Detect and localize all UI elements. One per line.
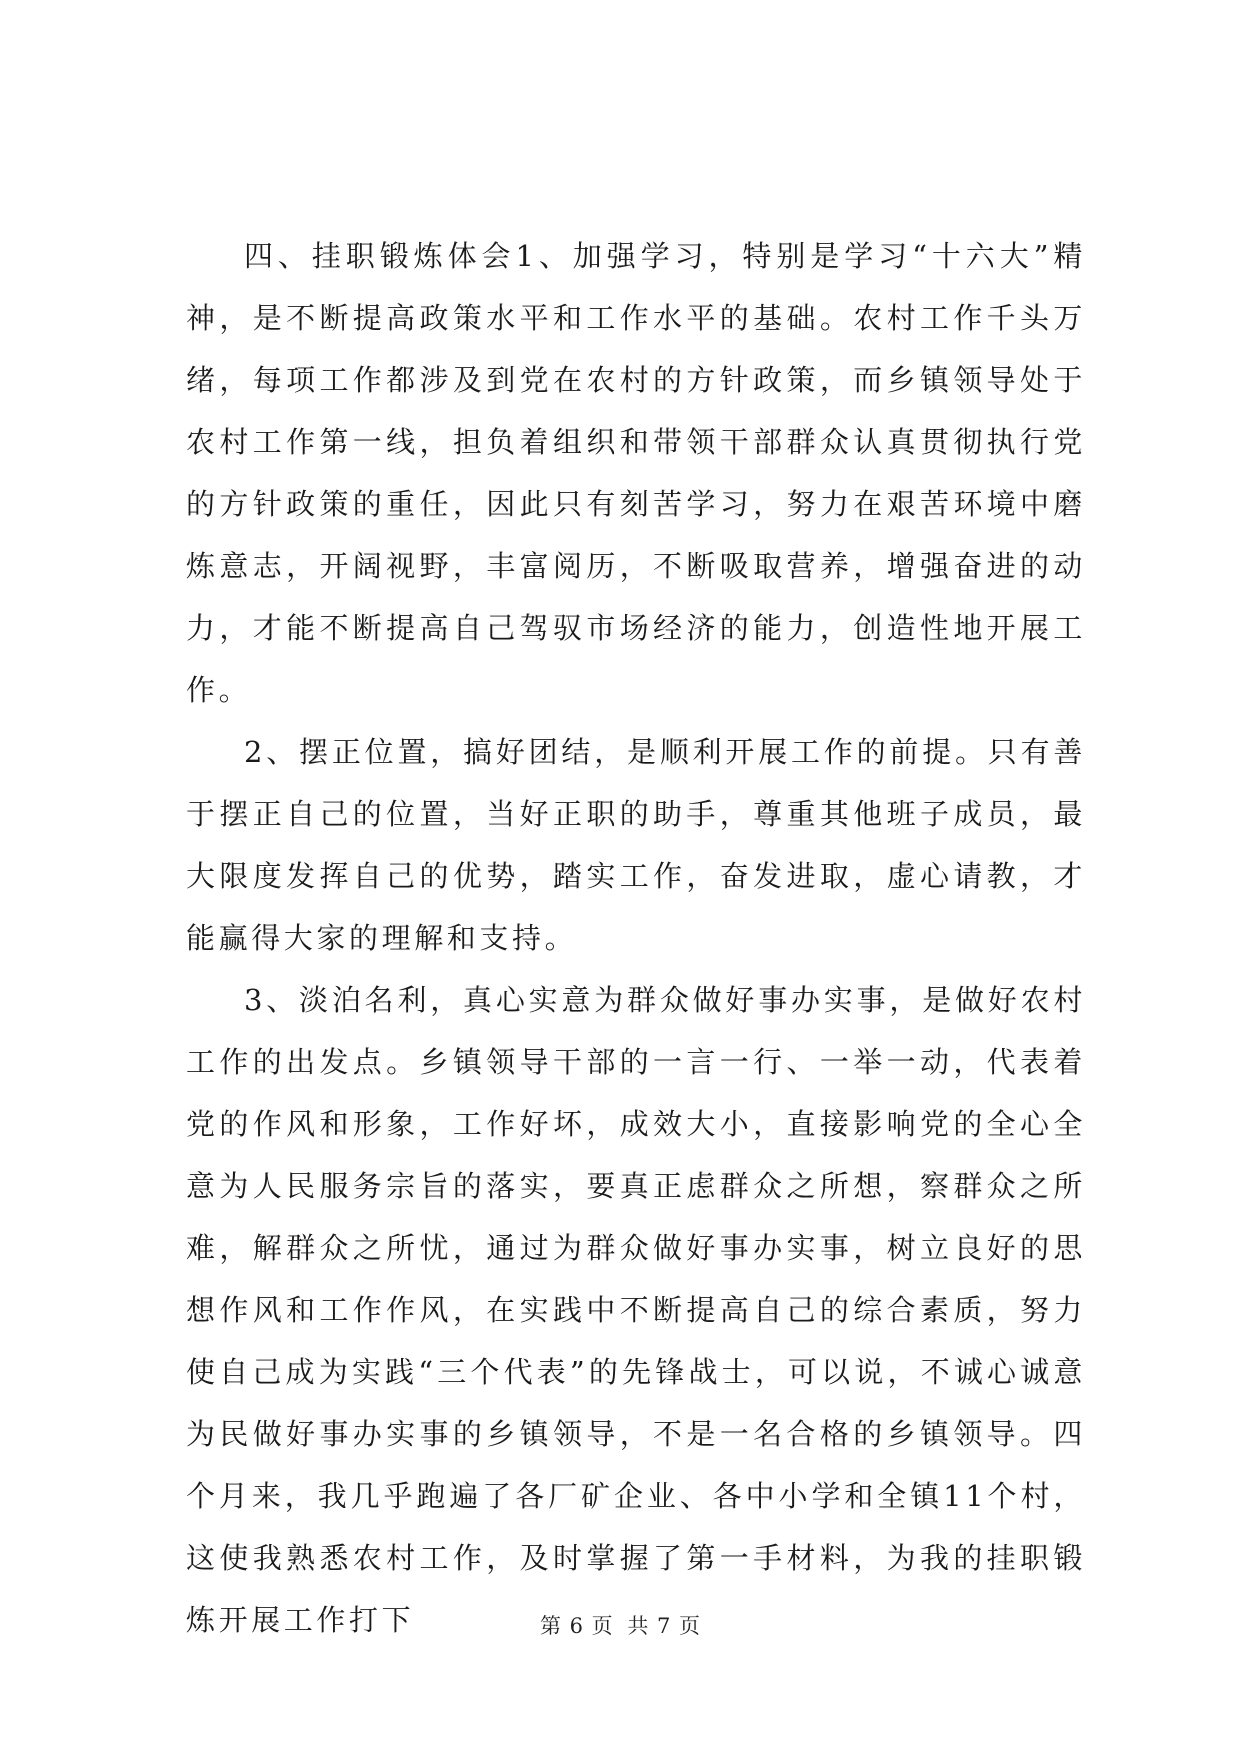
page-total: 共 7 页: [627, 1614, 702, 1638]
page-footer: [0, 1610, 1241, 1640]
page-number: 第 6 页: [539, 1614, 614, 1638]
paragraph-experience-3: 3、淡泊名利，真心实意为群众做好事办实事，是做好农村工作的出发点。乡镇领导干部的一言一行、一举一动，代表着党的作风和形象，工作好坏，成效大小，直接影响党的全心全意为人民服务宗旨的落实，要真正虑群众之所想，察群众之所难，解群众之所忧，通过为群众做好事办实事，树立良好的思想作风和工作作风，在实践中不断提高自己的综合素质，努力使自己成为实践“三个代表”的先锋战士，可以说，不诚心诚意为民做好事办实事的乡镇领导，不是一名合格的乡镇领导。四个月来，我几乎跑遍了各厂矿企业、各中小学和全镇11个村，这使我熟悉农村工作，及时掌握了第一手材料，为我的挂职锻炼开展工作打下: [186, 983, 1086, 1637]
paragraph-experience-1: 四、挂职锻炼体会1、加强学习，特别是学习“十六大”精神，是不断提高政策水平和工作水平的基础。农村工作千头万绪，每项工作都涉及到党在农村的方针政策，而乡镇领导处于农村工作第一线，担负着组织和带领干部群众认真贯彻执行党的方针政策的重任，因此只有刻苦学习，努力在艰苦环境中磨炼意志，开阔视野，丰富阅历，不断吸取营养，增强奋进的动力，才能不断提高自己驾驭市场经济的能力，创造性地开展工作。: [186, 239, 1086, 707]
paragraph-experience-2: 2、摆正位置，搞好团结，是顺利开展工作的前提。只有善于摆正自己的位置，当好正职的助手，尊重其他班子成员，最大限度发挥自己的优势，踏实工作，奋发进取，虚心请教，才能赢得大家的理解和支持。: [186, 735, 1086, 955]
document-body: [186, 225, 1086, 1651]
